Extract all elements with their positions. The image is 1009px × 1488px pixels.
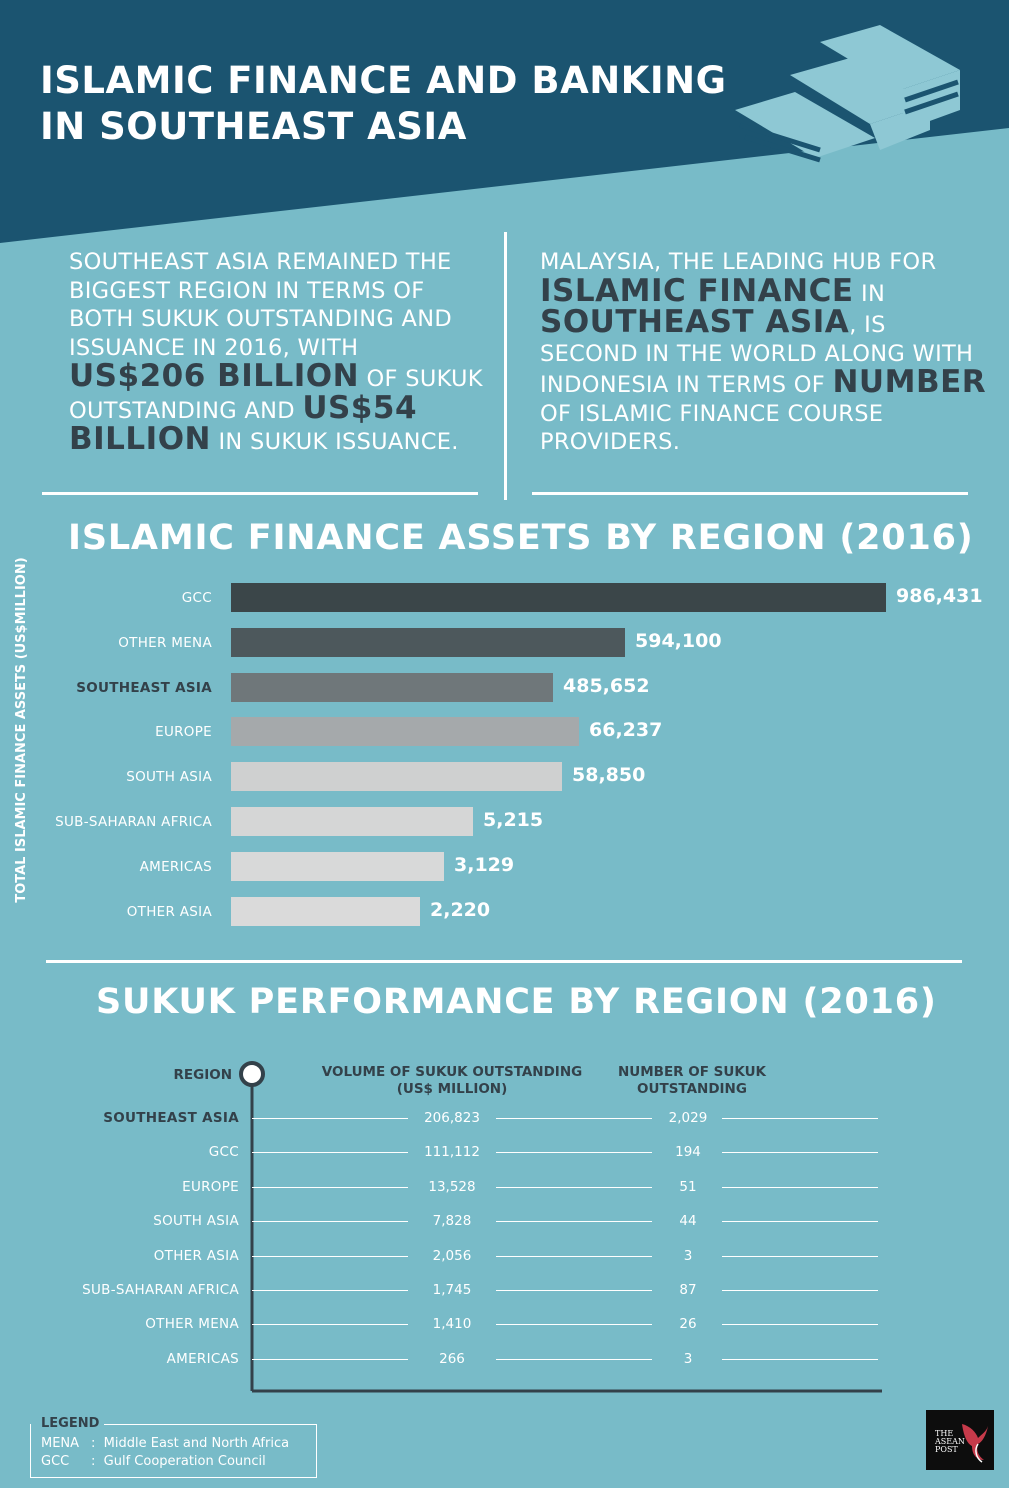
table-cell-number: 2,029 [668,1110,708,1126]
table-axis [236,1058,886,1394]
column-header-number: NUMBER OF SUKUK OUTSTANDING [617,1064,767,1097]
asean-post-logo [926,1410,994,1470]
table-row-label: GCC [208,1144,239,1160]
legend-title: LEGEND [41,1416,103,1431]
table-row-line [722,1324,878,1325]
table-cell-number: 26 [679,1316,697,1332]
column-header-region: REGION [173,1067,232,1083]
bar [231,717,579,746]
table-row-label: OTHER ASIA [153,1248,239,1264]
bar-category-label: SOUTHEAST ASIA [76,680,212,696]
table-row-line [722,1187,878,1188]
table-cell-number: 194 [675,1144,701,1160]
table-row-label: AMERICAS [166,1351,239,1367]
legend-item-gcc: GCC : Gulf Cooperation Council [41,1454,266,1469]
bar [231,762,562,791]
bar [231,897,420,926]
table-row-line [496,1290,652,1291]
table-row-line [722,1118,878,1119]
assets-chart-ylabel: TOTAL ISLAMIC FINANCE ASSETS (US$MILLION) [14,557,29,903]
bar-value-label: 66,237 [589,719,663,741]
table-cell-volume: 7,828 [432,1213,472,1229]
bar-value-label: 594,100 [635,630,722,652]
table-row-label: SOUTHEAST ASIA [103,1110,239,1126]
bar [231,852,444,881]
table-row-line [252,1324,408,1325]
bar-category-label: OTHER MENA [118,635,212,651]
intro-left-text: SOUTHEAST ASIA REMAINED THE BIGGEST REGION IN TERMS OF BOTH SUKUK OUTSTANDING AND ISSUANCE IN 2016, WITH US$206 BILLION OF SUKUK OUTSTANDING AND US$54 BILLION IN SUKUK ISSUANCE. [69,249,483,457]
bar [231,583,886,612]
table-row-line [496,1152,652,1153]
bar-category-label: AMERICAS [139,859,212,875]
bar-category-label: OTHER ASIA [126,904,212,920]
page-title: ISLAMIC FINANCE AND BANKING IN SOUTHEAST ASIA [40,59,727,148]
intro-vertical-divider [504,232,507,500]
table-row-line [252,1187,408,1188]
bar [231,673,553,702]
legend-item-mena: MENA : Middle East and North Africa [41,1436,290,1451]
table-cell-number: 3 [683,1248,693,1264]
table-cell-number: 44 [679,1213,697,1229]
table-row-line [496,1324,652,1325]
intro-right-underline [532,492,968,495]
table-row-line [722,1359,878,1360]
sukuk-table-title: SUKUK PERFORMANCE BY REGION (2016) [96,982,937,1022]
logo-text-line: POST [935,1445,958,1454]
table-cell-volume: 1,410 [432,1316,472,1332]
table-row-line [722,1290,878,1291]
table-row-line [252,1256,408,1257]
table-cell-number: 51 [679,1179,697,1195]
bar-value-label: 2,220 [430,899,491,921]
bar-value-label: 986,431 [896,585,983,607]
bar-category-label: EUROPE [155,724,212,740]
table-cell-volume: 1,745 [432,1282,472,1298]
table-cell-number: 3 [683,1351,693,1367]
table-cell-volume: 206,823 [424,1110,480,1126]
table-row-line [722,1221,878,1222]
bar-value-label: 5,215 [483,809,544,831]
table-row-label: SUB-SAHARAN AFRICA [82,1282,239,1298]
logo-text-line: THE [935,1429,954,1438]
section-divider [46,960,962,963]
table-row-line [252,1290,408,1291]
bar [231,628,625,657]
legend-box [30,1416,317,1478]
table-row-line [252,1359,408,1360]
table-row-line [496,1359,652,1360]
table-row-line [496,1221,652,1222]
table-row-label: EUROPE [182,1179,239,1195]
table-cell-volume: 266 [439,1351,465,1367]
table-row-line [496,1256,652,1257]
table-cell-number: 87 [679,1282,697,1298]
bar-category-label: SOUTH ASIA [126,769,212,785]
bar-value-label: 58,850 [572,764,646,786]
bar-value-label: 485,652 [563,675,650,697]
table-row-label: OTHER MENA [145,1316,239,1332]
table-cell-volume: 111,112 [424,1144,480,1160]
bar-category-label: SUB-SAHARAN AFRICA [55,814,212,830]
intro-right-text: MALAYSIA, THE LEADING HUB FOR ISLAMIC FINANCE IN SOUTHEAST ASIA, IS SECOND IN THE WORLD ALONG WITH INDONESIA IN TERMS OF NUMBER OF ISLAMIC FINANCE COURSE PROVIDERS. [540,249,987,455]
bar [231,807,473,836]
table-row-line [252,1118,408,1119]
table-row-line [252,1221,408,1222]
table-row-line [496,1118,652,1119]
assets-chart-title: ISLAMIC FINANCE ASSETS BY REGION (2016) [68,518,974,558]
table-row-line [252,1152,408,1153]
table-row-line [722,1152,878,1153]
table-row-label: SOUTH ASIA [153,1213,239,1229]
bar-category-label: GCC [181,590,212,606]
column-header-volume: VOLUME OF SUKUK OUTSTANDING (US$ MILLION) [321,1064,583,1097]
intro-left-underline [42,492,478,495]
table-row-line [496,1187,652,1188]
table-cell-volume: 13,528 [428,1179,476,1195]
bar-value-label: 3,129 [454,854,515,876]
logo-text-line: ASEAN [935,1437,965,1446]
table-cell-volume: 2,056 [432,1248,472,1264]
table-row-line [722,1256,878,1257]
